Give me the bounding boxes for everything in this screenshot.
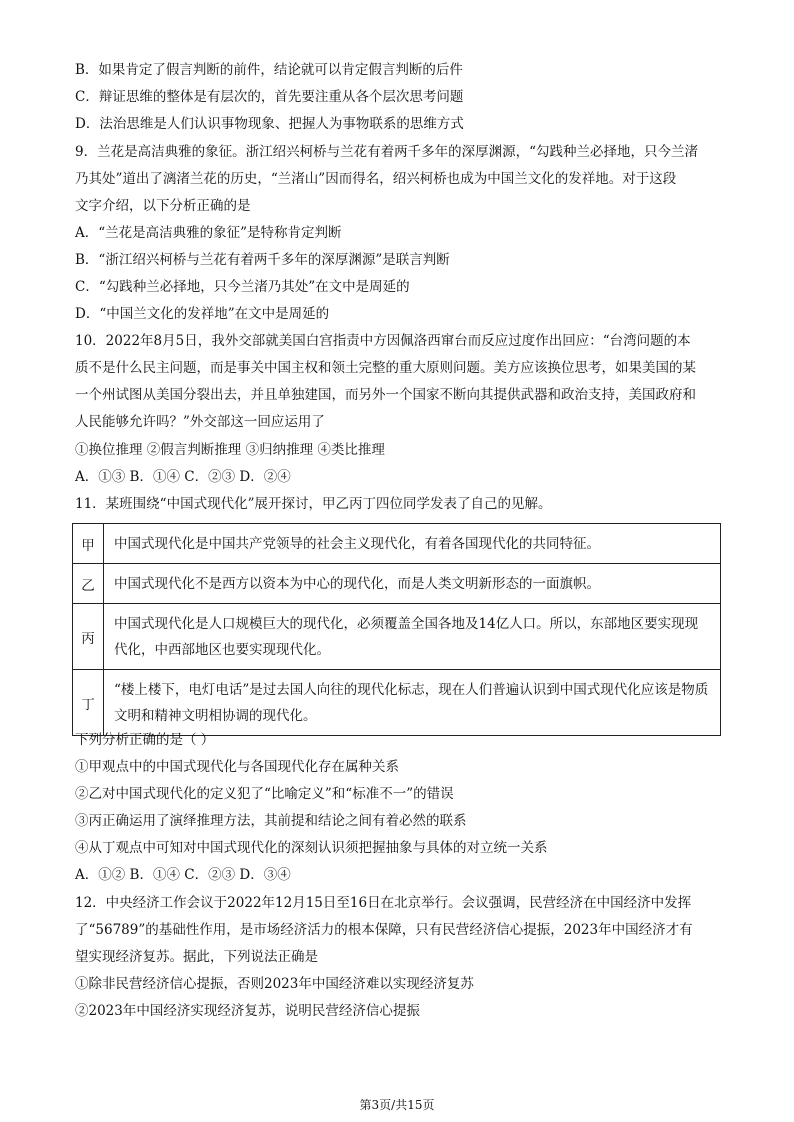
table-row (73, 670, 721, 736)
choice-line: ③丙正确运用了演绎推理方法，其前提和结论之间有着必然的联系 (75, 813, 467, 829)
choice-line: ②2023年中国经济实现经济复苏，说明民营经济信心提振 (75, 1003, 420, 1019)
question-line: 乃其处”道出了漓渚兰花的历史，“兰渚山”因而得名，绍兴柯桥也成为中国兰文化的发祥地。对于这段 (75, 171, 677, 187)
question-line: 12．中央经济工作会议于2022年12月15日至16日在北京举行。会议强调，民营经济在中国经济中发挥 (75, 895, 692, 911)
table-row (73, 604, 721, 670)
table-row (73, 564, 721, 604)
question-line: 11．某班围绕“中国式现代化”展开探讨，甲乙丙丁四位同学发表了自己的见解。 (75, 496, 552, 512)
option-line: A．“兰花是高洁典雅的象征”是特称肯定判断 (75, 225, 342, 241)
question-line: 10．2022年8月5日，我外交部就美国白宫指责中方因佩洛西窜台而反应过度作出回应：“台湾问题的本 (75, 333, 691, 349)
table-value-cell: “楼上楼下，电灯电话”是过去国人向往的现代化标志，现在人们普遍认识到中国式现代化应该是物质文明和精神文明相协调的现代化。 (104, 670, 721, 736)
table-key-cell: 丙 (73, 604, 104, 670)
table-key-cell: 丁 (73, 670, 104, 736)
table-value-cell: 中国式现代化不是西方以资本为中心的现代化，而是人类文明新形态的一面旗帜。 (104, 564, 721, 604)
choice-line: ①甲观点中的中国式现代化与各国现代化存在属种关系 (75, 759, 399, 775)
option-line: D．“中国兰文化的发祥地”在文中是周延的 (75, 306, 330, 322)
question-line: 质不是什么民主问题，而是事关中国主权和领土完整的重大原则问题。美方应该换位思考，如果美国的某 (75, 360, 696, 376)
answer-options: A．①② B．①④ C．②③ D．③④ (75, 867, 291, 883)
table-key-cell: 甲 (73, 524, 104, 564)
table-value-cell: 中国式现代化是中国共产党领导的社会主义现代化，有着各国现代化的共同特征。 (104, 524, 721, 564)
option-line: B．“浙江绍兴柯桥与兰花有着两千多年的深厚渊源”是联言判断 (75, 252, 450, 268)
option-line: C．“勾践种兰必择地，只今兰渚乃其处”在文中是周延的 (75, 279, 410, 295)
question-line: 文字介绍，以下分析正确的是 (75, 198, 251, 214)
question-line: 人民能够允许吗？”外交部这一回应运用了 (75, 414, 325, 430)
question-line: 9．兰花是高洁典雅的象征。浙江绍兴柯桥与兰花有着两千多年的深厚渊源，“勾践种兰必择地，只今兰渚 (75, 144, 698, 160)
option-line: B．如果肯定了假言判断的前件，结论就可以肯定假言判断的后件 (75, 62, 463, 78)
table-value-cell: 中国式现代化是人口规模巨大的现代化，必须覆盖全国各地及14亿人口。所以，东部地区要实现现代化，中西部地区也要实现现代化。 (104, 604, 721, 670)
question-line: 一个州试图从美国分裂出去，并且单独建国，而另外一个国家不断向其提供武器和政治支持，美国政府和 (75, 387, 696, 403)
choice-list: ①换位推理 ②假言判断推理 ③归纳推理 ④类比推理 (75, 442, 385, 458)
question-line: 下列分析正确的是（ ） (75, 732, 215, 748)
option-line: C．辩证思维的整体是有层次的，首先要注重从各个层次思考问题 (75, 89, 464, 105)
option-line: D．法治思维是人们认识事物现象、把握人为事物联系的思维方式 (75, 116, 464, 132)
choice-line: ②乙对中国式现代化的定义犯了“比喻定义”和“标准不一”的错误 (75, 786, 454, 802)
question-line: 望实现经济复苏。据此，下列说法正确是 (75, 949, 318, 965)
question-line: 了“56789”的基础性作用，是市场经济活力的根本保障，只有民营经济信心提振，2023年中国经济才有 (75, 922, 693, 938)
table-row (73, 524, 721, 564)
choice-line: ①除非民营经济信心提振，否则2023年中国经济难以实现经济复苏 (75, 976, 474, 992)
viewpoints-table (72, 523, 721, 736)
page-number: 第3页/共15页 (359, 1098, 435, 1112)
choice-line: ④从丁观点中可知对中国式现代化的深刻认识须把握抽象与具体的对立统一关系 (75, 840, 548, 856)
table-key-cell: 乙 (73, 564, 104, 604)
answer-options: A．①③ B．①④ C．②③ D．②④ (75, 469, 291, 485)
